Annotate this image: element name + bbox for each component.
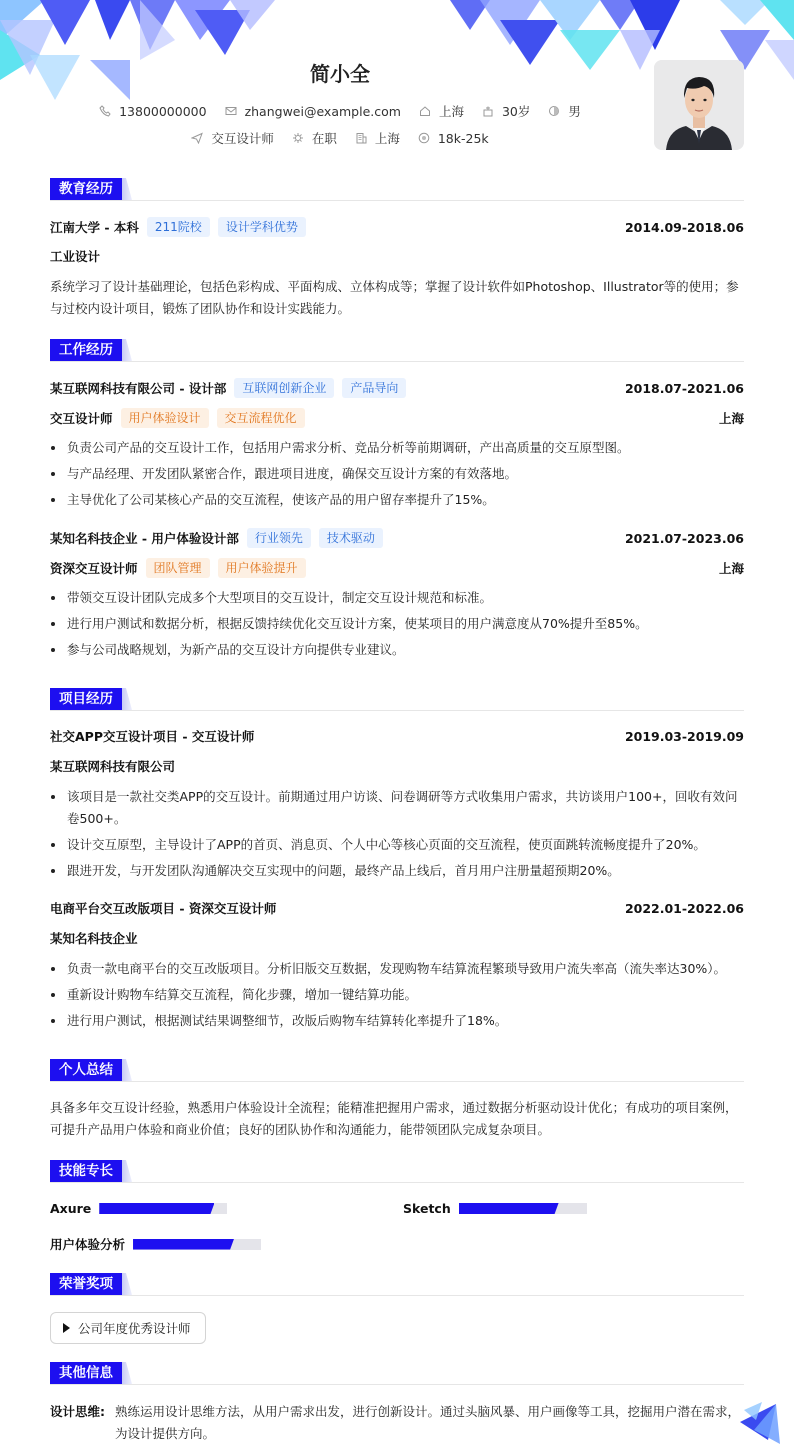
section-title-education bbox=[50, 178, 132, 200]
section-label: 工作经历 bbox=[50, 339, 122, 361]
age-text: 30岁 bbox=[501, 104, 531, 119]
section-divider bbox=[50, 361, 744, 362]
work-role-row bbox=[50, 558, 744, 578]
section-title-summary bbox=[50, 1059, 132, 1081]
age-info bbox=[482, 102, 530, 120]
work-company-row bbox=[50, 528, 744, 548]
project-title-row bbox=[50, 899, 744, 917]
project-title-row bbox=[50, 727, 744, 745]
work-bullet: 进行用户测试和数据分析，根据反馈持续优化交互设计方案，使某项目的用户满意度从70%提升至85%。 bbox=[50, 613, 744, 635]
section-title-work bbox=[50, 339, 132, 361]
skill-bar bbox=[99, 1203, 227, 1214]
project-company-row bbox=[50, 757, 744, 775]
section-title-awards bbox=[50, 1273, 132, 1295]
skill-bar-fill bbox=[99, 1203, 214, 1214]
section-title-tail bbox=[122, 1160, 132, 1182]
status-text: 在职 bbox=[311, 131, 337, 146]
work-period: 2018.07-2021.06 bbox=[624, 380, 744, 396]
role-tag: 交互流程优化 bbox=[217, 408, 305, 428]
section-label: 技能专长 bbox=[50, 1160, 122, 1182]
education-major-row bbox=[50, 247, 744, 265]
avatar bbox=[654, 60, 744, 150]
section-divider bbox=[50, 1384, 744, 1385]
project-bullet: 设计交互原型，主导设计了APP的首页、消息页、个人中心等核心页面的交互流程，使页面跳转流畅度提升了20%。 bbox=[50, 834, 744, 856]
award-text: 公司年度优秀设计师 bbox=[78, 1321, 191, 1336]
gender-text: 男 bbox=[568, 104, 581, 119]
education-period: 2014.09-2018.06 bbox=[624, 219, 744, 235]
company-tag: 技术驱动 bbox=[319, 528, 383, 548]
other-info-key: 设计思维: bbox=[50, 1404, 105, 1419]
school-tag: 设计学科优势 bbox=[218, 217, 306, 237]
section-label: 教育经历 bbox=[50, 178, 122, 200]
job-intent-row bbox=[0, 129, 680, 147]
project-bullet: 跟进开发，与开发团队沟通解决交互实现中的问题，最终产品上线后，首月用户注册量超预期20%。 bbox=[50, 860, 744, 882]
role-name: 资深交互设计师 bbox=[50, 561, 138, 576]
award-item bbox=[50, 1312, 206, 1344]
major-name: 工业设计 bbox=[50, 249, 101, 264]
salary-text: 18k-25k bbox=[437, 130, 489, 146]
skill-bar bbox=[459, 1203, 587, 1214]
section-divider bbox=[50, 710, 744, 711]
project-bullet: 重新设计购物车结算交互流程，简化步骤，增加一键结算功能。 bbox=[50, 984, 744, 1006]
project-company-row bbox=[50, 929, 744, 947]
section-title-projects bbox=[50, 688, 132, 710]
skill-name: Axure bbox=[50, 1201, 92, 1216]
project-bullet: 进行用户测试，根据测试结果调整细节，改版后购物车结算转化率提升了18%。 bbox=[50, 1010, 744, 1032]
gender-info bbox=[548, 102, 581, 120]
play-triangle-icon bbox=[63, 1323, 70, 1333]
other-info-value: 熟练运用设计思维方法，从用户需求出发，进行创新设计。通过头脑风暴、用户画像等工具，挖掘用户潜在需求，为设计提供方向。 bbox=[115, 1404, 741, 1441]
status-info bbox=[292, 129, 337, 147]
company-tag: 互联网创新企业 bbox=[234, 378, 334, 398]
project-title: 电商平台交互改版项目 - 资深交互设计师 bbox=[50, 901, 277, 916]
work-city-text: 上海 bbox=[374, 131, 400, 146]
age-icon bbox=[482, 105, 494, 117]
email-text: zhangwei@example.com bbox=[244, 103, 401, 119]
skill-bar bbox=[133, 1239, 261, 1250]
phone-icon bbox=[99, 105, 111, 117]
summary-text: 具备多年交互设计经验，熟悉用户体验设计全流程；能精准把握用户需求，通过数据分析驱动设计优化；有成功的项目案例，可提升产品用户体验和商业价值；良好的团队协作和沟通能力，能带领团队完成复杂项目。 bbox=[50, 1100, 738, 1137]
portrait-image bbox=[654, 60, 744, 150]
building-icon bbox=[355, 132, 367, 144]
section-divider bbox=[50, 1295, 744, 1296]
role-tag: 用户体验提升 bbox=[218, 558, 306, 578]
corner-decoration bbox=[740, 1400, 784, 1446]
work-location: 上海 bbox=[718, 561, 744, 576]
work-bullet: 与产品经理、开发团队紧密合作，跟进项目进度，确保交互设计方案的有效落地。 bbox=[50, 463, 744, 485]
project-company: 某知名科技企业 bbox=[50, 931, 138, 946]
send-icon bbox=[191, 132, 203, 144]
skill-name: 用户体验分析 bbox=[50, 1237, 126, 1252]
company-tag: 行业领先 bbox=[247, 528, 311, 548]
role-tag: 用户体验设计 bbox=[121, 408, 209, 428]
work-city-info bbox=[355, 129, 400, 147]
salary-icon bbox=[418, 132, 430, 144]
section-divider bbox=[50, 1182, 744, 1183]
section-title-tail bbox=[122, 688, 132, 710]
section-title-tail bbox=[122, 339, 132, 361]
phone-info bbox=[99, 104, 206, 119]
role-name: 交互设计师 bbox=[50, 411, 113, 426]
section-title-tail bbox=[122, 1273, 132, 1295]
candidate-name: 简小全 bbox=[310, 62, 370, 86]
location-icon bbox=[419, 105, 431, 117]
section-title-tail bbox=[122, 178, 132, 200]
work-role-row bbox=[50, 408, 744, 428]
section-label: 荣誉奖项 bbox=[50, 1273, 122, 1295]
project-period: 2019.03-2019.09 bbox=[624, 728, 744, 744]
work-period: 2021.07-2023.06 bbox=[624, 530, 744, 546]
section-label: 项目经历 bbox=[50, 688, 122, 710]
project-bullet: 该项目是一款社交类APP的交互设计。前期通过用户访谈、问卷调研等方式收集用户需求，共访谈用户100+，回收有效问卷500+。 bbox=[50, 786, 744, 830]
phone-text: 13800000000 bbox=[119, 103, 207, 119]
company-name: 某互联网科技有限公司 - 设计部 bbox=[50, 381, 227, 396]
email-info bbox=[225, 104, 401, 119]
skill-name: Sketch bbox=[403, 1201, 451, 1216]
education-header bbox=[50, 217, 744, 237]
other-info-item bbox=[50, 1401, 744, 1445]
skill-bar-fill bbox=[133, 1239, 234, 1250]
section-title-skills bbox=[50, 1160, 132, 1182]
section-title-tail bbox=[122, 1059, 132, 1081]
contact-row bbox=[0, 102, 680, 120]
section-title-other bbox=[50, 1362, 132, 1384]
school-name: 江南大学 - 本科 bbox=[50, 220, 139, 235]
work-bullet: 带领交互设计团队完成多个大型项目的交互设计，制定交互设计规范和标准。 bbox=[50, 587, 744, 609]
skill-bar-fill bbox=[459, 1203, 559, 1214]
skill-item bbox=[50, 1235, 261, 1253]
city-text: 上海 bbox=[438, 104, 464, 119]
position-text: 交互设计师 bbox=[211, 131, 274, 146]
city-info bbox=[419, 102, 464, 120]
skill-item bbox=[50, 1201, 227, 1216]
section-label: 其他信息 bbox=[50, 1362, 122, 1384]
project-period: 2022.01-2022.06 bbox=[624, 900, 744, 916]
gender-icon bbox=[548, 105, 560, 117]
school-tag: 211院校 bbox=[147, 217, 210, 237]
work-bullet: 主导优化了公司某核心产品的交互流程，使该产品的用户留存率提升了15%。 bbox=[50, 489, 744, 511]
project-bullet: 负责一款电商平台的交互改版项目。分析旧版交互数据，发现购物车结算流程繁琐导致用户流失率高（流失率达30%）。 bbox=[50, 958, 744, 980]
project-title: 社交APP交互设计项目 - 交互设计师 bbox=[50, 729, 255, 744]
work-bullet: 参与公司战略规划，为新产品的交互设计方向提供专业建议。 bbox=[50, 639, 744, 661]
role-tag: 团队管理 bbox=[146, 558, 210, 578]
position-info bbox=[191, 129, 274, 147]
mail-icon bbox=[225, 105, 237, 117]
project-company: 某互联网科技有限公司 bbox=[50, 759, 176, 774]
skill-item bbox=[403, 1201, 587, 1216]
status-icon bbox=[292, 132, 304, 144]
section-divider bbox=[50, 1081, 744, 1082]
work-bullet: 负责公司产品的交互设计工作，包括用户需求分析、竞品分析等前期调研，产出高质量的交互原型图。 bbox=[50, 437, 744, 459]
education-description: 系统学习了设计基础理论，包括色彩构成、平面构成、立体构成等；掌握了设计软件如Photoshop、Illustrator等的使用；参与过校内设计项目，锻炼了团队协作和设计实践能力。 bbox=[50, 279, 739, 316]
company-tag: 产品导向 bbox=[342, 378, 406, 398]
salary-info bbox=[418, 131, 489, 146]
section-label: 个人总结 bbox=[50, 1059, 122, 1081]
section-divider bbox=[50, 200, 744, 201]
company-name: 某知名科技企业 - 用户体验设计部 bbox=[50, 531, 239, 546]
section-title-tail bbox=[122, 1362, 132, 1384]
work-company-row bbox=[50, 378, 744, 398]
work-location: 上海 bbox=[718, 411, 744, 426]
